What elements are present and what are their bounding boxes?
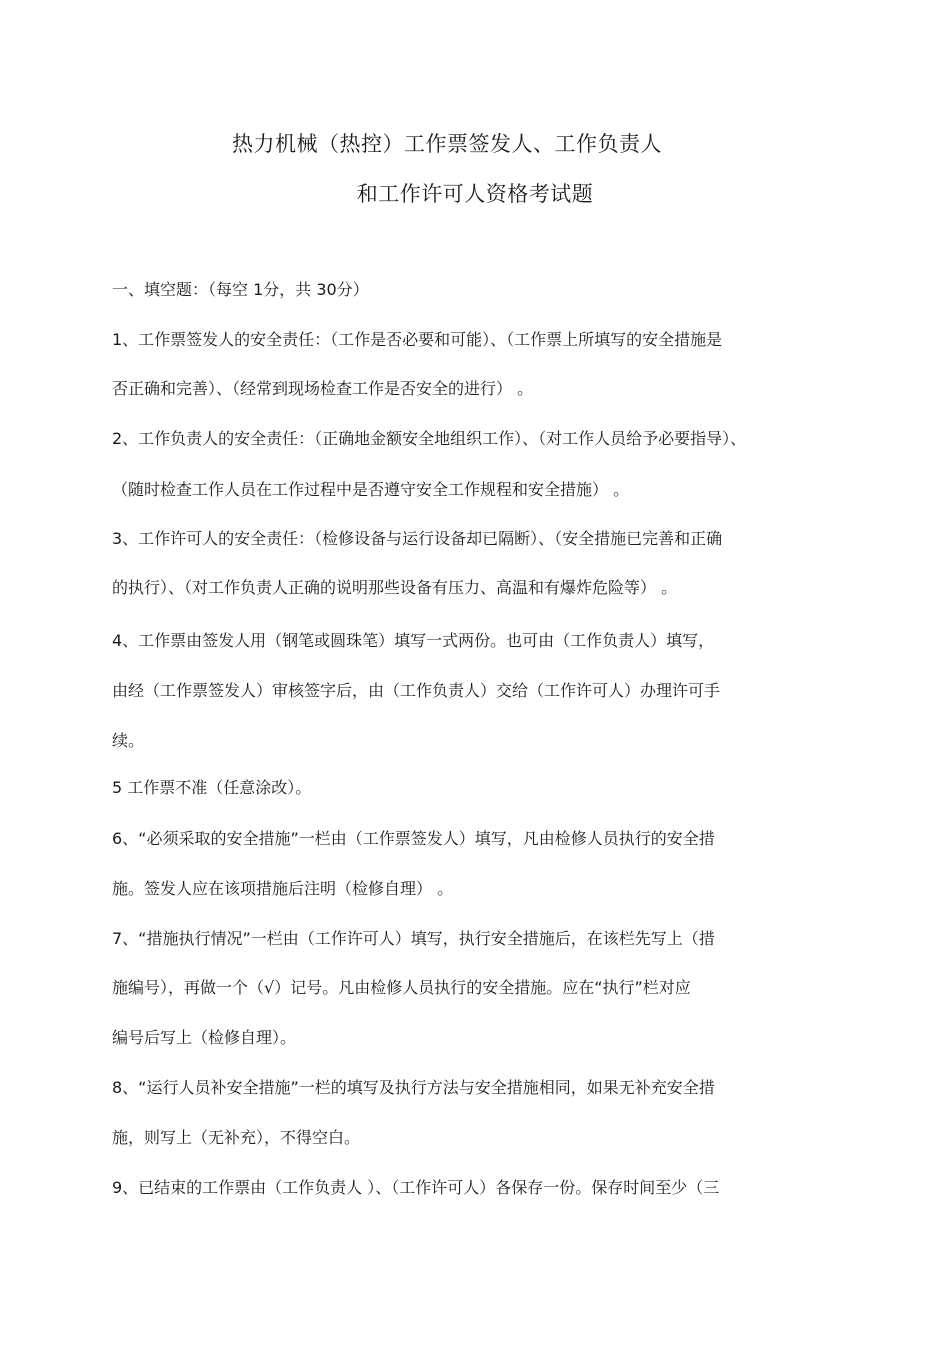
- section-heading: 一、填空题：（每空 1分，共 30分）: [112, 280, 369, 299]
- text-line: 1、工作票签发人的安全责任：（工作是否必要和可能）、（工作票上所填写的安全措施是: [112, 330, 723, 349]
- text-line: 施，则写上（无补充），不得空白。: [112, 1128, 361, 1147]
- text-line: 由经（工作票签发人）审核签字后，由（工作负责人）交给（工作许可人）办理许可手: [112, 681, 721, 700]
- text-line: 施。签发人应在该项措施后注明（检修自理） 。: [112, 879, 454, 898]
- text-line: 施编号），再做一个（√）记号。凡由检修人员执行的安全措施。应在“执行”栏对应: [112, 978, 691, 997]
- text-line: 8、“运行人员补安全措施”一栏的填写及执行方法与安全措施相同，如果无补充安全措: [112, 1078, 715, 1097]
- text-line: 续。: [112, 731, 145, 750]
- text-line: 3、工作许可人的安全责任：（检修设备与运行设备却已隔断）、（安全措施已完善和正确: [112, 529, 723, 548]
- text-line: （随时检查工作人员在工作过程中是否遵守安全工作规程和安全措施） 。: [112, 480, 630, 499]
- text-line: 编号后写上（检修自理）。: [112, 1028, 297, 1047]
- text-line: 6、“必须采取的安全措施”一栏由（工作票签发人）填写，凡由检修人员执行的安全措: [112, 829, 715, 848]
- text-line: 7、“措施执行情况”一栏由（工作许可人）填写，执行安全措施后，在该栏先写上（措: [112, 929, 715, 948]
- text-line: 的执行）、（对工作负责人正确的说明那些设备有压力、高温和有爆炸危险等） 。: [112, 578, 678, 597]
- page-title-line-2: 和工作许可人资格考试题: [356, 182, 594, 206]
- text-line: 否正确和完善）、（经常到现场检查工作是否安全的进行） 。: [112, 379, 534, 398]
- text-line: 9、已结束的工作票由（工作负责人 ）、（工作许可人）各保存一份。保存时间至少（三: [112, 1178, 720, 1197]
- page-title-line-1: 热力机械（热控）工作票签发人、工作负责人: [232, 132, 662, 156]
- text-line: 2、工作负责人的安全责任：（正确地金额安全地组织工作）、（对工作人员给予必要指导）、: [112, 429, 747, 448]
- text-line: 5 工作票不准（任意涂改）。: [112, 778, 312, 797]
- text-line: 4、工作票由签发人用（钢笔或圆珠笔）填写一式两份。也可由（工作负责人）填写，: [112, 631, 715, 650]
